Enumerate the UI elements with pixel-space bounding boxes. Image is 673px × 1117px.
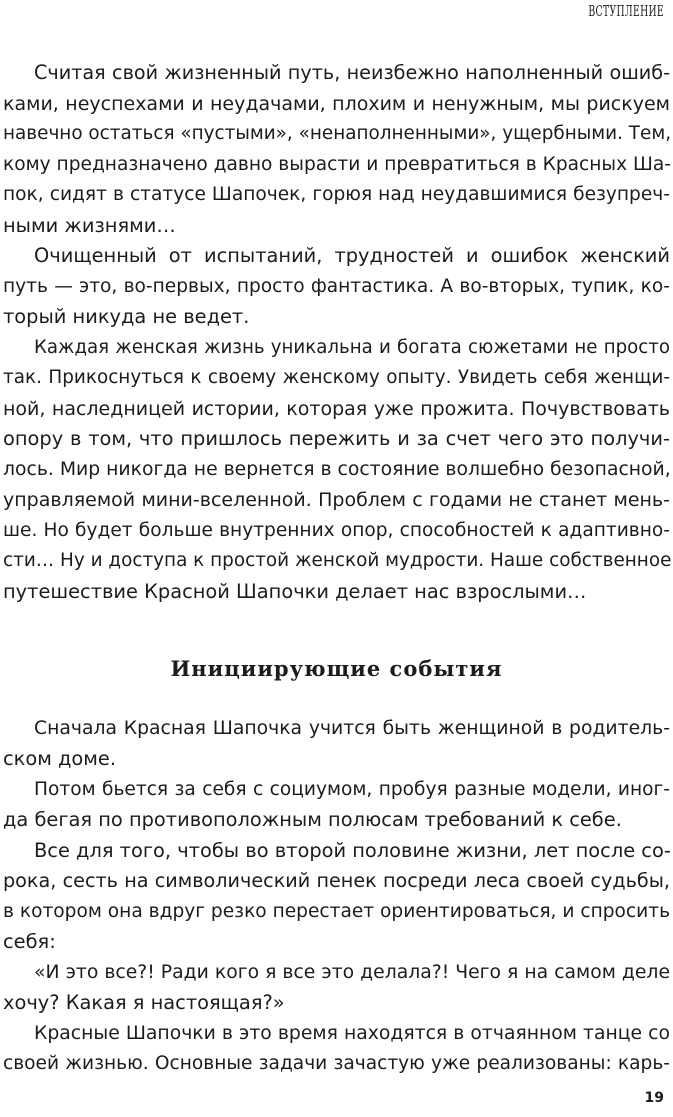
text-line: Все для того, чтобы во второй половине жизни, лет после со- [34,839,671,862]
text-line: да бегая по противоположным полюсам требований к себе. [3,808,622,831]
text-line: кому предназначено давно вырасти и превратиться в Красных Ша- [3,154,671,175]
text-line: себя: [3,930,56,953]
text-line: ками, неуспехами и неудачами, плохим и ненужным, мы рискуем [3,93,670,115]
text-line: «И это все?! Ради кого я все это делала?! Чего я на самом деле [34,962,670,983]
text-line: опору в том, что пришлось пережить и за счет чего это получи- [3,427,670,450]
text-line: лось. Мир никогда не вернется в состояние волшебно безопасной, [3,459,671,480]
text-line: Красные Шапочки в это время находятся в отчаянном танце со [34,1023,670,1044]
text-line: путь — это, во-первых, просто фантастика. А во-вторых, тупик, ко- [3,276,670,297]
text-line: так. Прикоснуться к своему женскому опыту. Увидеть себя женщи- [3,367,670,388]
text-line: Каждая женская жизнь уникальна и богата сюжетами не просто [34,337,670,358]
text-line: Потом бьется за себя с социумом, пробуя разные модели, иног- [34,779,670,800]
text-line: ными жизнями… [3,214,176,237]
text-line: в котором она вдруг резко перестает ориентироваться, и спросить [3,901,671,922]
text-line: навечно остаться «пустыми», «ненаполненными», ущербными. Тем, [3,123,672,144]
section-heading: Инициирующие события [170,656,503,681]
text-line: своей жизнью. Основные задачи зачастую уже реализованы: карь- [3,1053,670,1074]
text-line: сти… Ну и доступа к простой женской мудрости. Наше собственное [3,550,672,571]
text-line: управляемой мини-вселенной. Проблем с годами не станет мень- [3,489,670,511]
text-line: хочу? Какая я настоящая?» [3,991,285,1014]
text-line: Очищенный от испытаний, трудностей и ошибок женский [34,244,670,267]
text-line: рока, сесть на символический пенек посреди леса своей судьбы, [3,869,670,892]
text-line: путешествие Красной Шапочки делает нас взрослыми… [3,580,587,603]
running-head: ВСТУПЛЕНИЕ [588,2,664,20]
text-line: Считая свой жизненный путь, неизбежно наполненный ошиб- [34,61,670,84]
text-line: Сначала Красная Шапочка учится быть женщиной в родитель- [34,718,670,739]
text-line: торый никуда не ведет. [3,305,250,328]
text-line: ной, наследницей истории, которая уже прожита. Почувствовать [3,398,670,420]
text-line: ском доме. [3,747,117,770]
text-line: ше. Но будет больше внутренних опор, способностей к адаптивно- [3,520,670,541]
text-line: пок, сидят в статусе Шапочек, горюя над неудавшимися безупреч- [3,184,670,205]
page-number: 19 [644,1090,664,1106]
